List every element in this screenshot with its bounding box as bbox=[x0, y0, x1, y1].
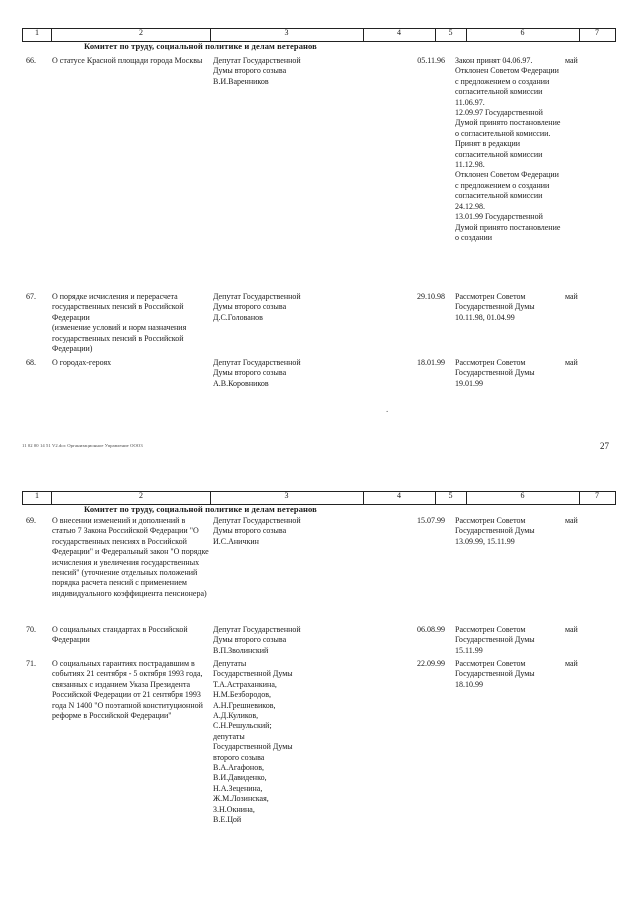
bill-term: май bbox=[565, 292, 578, 301]
bill-status: Рассмотрен Советом Государственной Думы 18.10.99 bbox=[455, 659, 535, 689]
bill-date: 06.08.99 bbox=[417, 625, 445, 634]
col-num: 4 bbox=[397, 491, 401, 500]
bill-author: Депутат Государственной Думы второго созыва В.П.Зволинский bbox=[213, 625, 301, 655]
bill-date: 22.09.99 bbox=[417, 659, 445, 668]
col-num: 6 bbox=[520, 491, 525, 500]
col-num: 1 bbox=[35, 28, 39, 37]
bill-date: 05.11.96 bbox=[417, 56, 445, 65]
bill-term: май bbox=[565, 516, 578, 525]
row-number: 71. bbox=[26, 659, 36, 668]
bill-title: О социальных стандартах в Российской Федерации bbox=[52, 625, 188, 645]
bill-status: Рассмотрен Советом Государственной Думы 19.01.99 bbox=[455, 358, 535, 388]
bill-date: 18.01.99 bbox=[417, 358, 445, 367]
row-number: 66. bbox=[26, 56, 36, 65]
col-num: 5 bbox=[448, 28, 453, 37]
bill-title: О внесении изменений и дополнений в статью 7 Закона Российской Федерации "О государственных пенсиях в Российской Федерации" и Федеральный закон "О порядке исчисления и увеличения государственных пенсий" (уточнение отдельных положений порядка расчета пенсий с применением индивидуального коэффициента пенсионера) bbox=[52, 516, 209, 598]
row-number: 67. bbox=[26, 292, 36, 301]
col-num: 7 bbox=[595, 28, 599, 37]
file-footer: 11 02 00 14 51 V2.doc Организационное Управление ООО3 bbox=[22, 443, 143, 448]
bill-author: Депутат Государственной Думы второго созыва Д.С.Голованов bbox=[213, 292, 301, 322]
bill-status: Закон принят 04.06.97. Отклонен Советом Федерации с предложением о создании согласительной комиссии 11.06.97. 12.09.97 Государственной Думой принято постановление о согласительной комиссии. Принят в редакции согласительной комиссии 11.12.98. Отклонен Советом Федерации с предложением о создании согласительной комиссии 24.12.98. 13.01.99 Государственной Думой принято постановление о создании bbox=[455, 56, 561, 242]
bill-term: май bbox=[565, 56, 578, 65]
committee-heading: Комитет по труду, социальной политике и делам ветеранов bbox=[84, 41, 317, 51]
bill-author: Депутат Государственной Думы второго созыва И.С.Аничкин bbox=[213, 516, 301, 546]
page-number: 27 bbox=[600, 441, 609, 451]
row-number: 69. bbox=[26, 516, 36, 525]
bill-title: О социальных гарантиях пострадавшим в событиях 21 сентября - 5 октября 1993 года, связанных с изданием Указа Президента Российской Федерации от 21 сентября 1993 года N 1400 "О поэтапной конституционной реформе в Российской Федерации" bbox=[52, 659, 203, 721]
bill-title: О статусе Красной площади города Москвы bbox=[52, 56, 203, 65]
col-num: 3 bbox=[284, 28, 289, 37]
committee-heading: Комитет по труду, социальной политике и делам ветеранов bbox=[84, 504, 317, 514]
bill-term: май bbox=[565, 659, 578, 668]
bill-term: май bbox=[565, 358, 578, 367]
bill-date: 29.10.98 bbox=[417, 292, 445, 301]
bill-author: Депутаты Государственной Думы Т.А.Астраханкина, Н.М.Безбородов, А.Н.Грешневиков, А.Д.Куликов, С.Н.Решульский; депутаты Государственной Думы второго созыва В.А.Агафонов, В.И.Давиденко, Н.А.Зеценина, Ж.М.Лозинская, З.Н.Окнина, В.Е.Цой bbox=[213, 659, 293, 825]
col-num: 2 bbox=[139, 28, 143, 37]
bill-date: 15.07.99 bbox=[417, 516, 445, 525]
col-num: 4 bbox=[397, 28, 401, 37]
row-number: 70. bbox=[26, 625, 36, 634]
row-number: 68. bbox=[26, 358, 36, 367]
col-num: 2 bbox=[139, 491, 143, 500]
col-num: 5 bbox=[448, 491, 453, 500]
col-num: 7 bbox=[595, 491, 599, 500]
bill-status: Рассмотрен Советом Государственной Думы 13.09.99, 15.11.99 bbox=[455, 516, 535, 546]
bill-status: Рассмотрен Советом Государственной Думы 15.11.99 bbox=[455, 625, 535, 655]
bill-term: май bbox=[565, 625, 578, 634]
bill-author: Депутат Государственной Думы второго созыва В.И.Варенников bbox=[213, 56, 301, 86]
column-number-header bbox=[22, 491, 616, 505]
scan-speck: . bbox=[386, 404, 389, 414]
bill-author: Депутат Государственной Думы второго созыва А.В.Коровников bbox=[213, 358, 301, 388]
col-num: 3 bbox=[284, 491, 289, 500]
bill-title: О городах-героях bbox=[52, 358, 112, 367]
bill-title: О порядке исчисления и перерасчета государственных пенсий в Российской Федерации (изменение условий и норм назначения государственных пенсий в Российской Федерации) bbox=[52, 292, 187, 354]
col-num: 6 bbox=[520, 28, 525, 37]
col-num: 1 bbox=[35, 491, 39, 500]
bill-status: Рассмотрен Советом Государственной Думы 10.11.98, 01.04.99 bbox=[455, 292, 535, 322]
